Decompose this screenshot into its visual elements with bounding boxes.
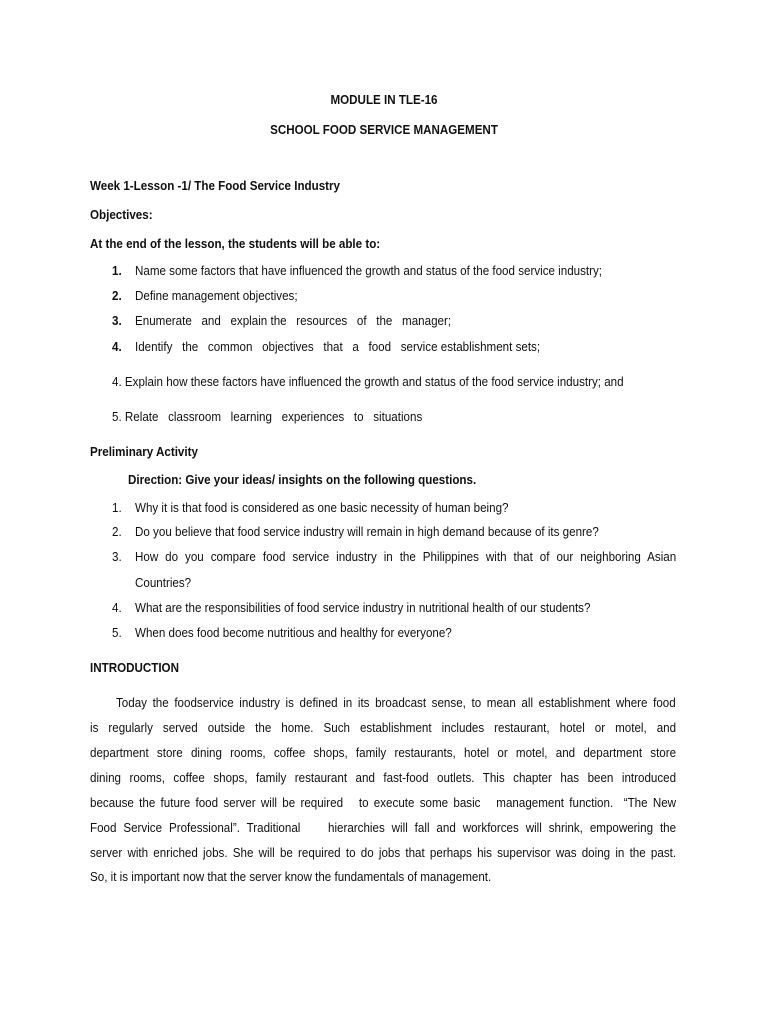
objective-extra: 4. Explain how these factors have influenced the growth and status of the food service industry; and [112, 374, 624, 389]
question-number: 1. [112, 500, 122, 515]
question-item-continued: Countries? [135, 575, 192, 590]
objective-item: Define management objectives; [135, 288, 298, 303]
preliminary-heading: Preliminary Activity [90, 444, 198, 459]
objective-item: Identify the common objectives that a food service establishment sets; [135, 339, 541, 354]
question-item: When does food become nutritious and healthy for everyone? [135, 625, 452, 640]
lesson-title: Week 1-Lesson -1/ The Food Service Industry [90, 178, 341, 193]
introduction-heading: INTRODUCTION [90, 660, 179, 675]
question-number: 3. [112, 549, 122, 564]
objective-number: 3. [112, 313, 122, 328]
objectives-heading: Objectives: [90, 207, 153, 222]
objective-item: Enumerate and explain the resources of the manager; [135, 313, 452, 328]
question-item: Why it is that food is considered as one basic necessity of human being? [135, 500, 509, 515]
introduction-line: So, it is important now that the server know the fundamentals of management. [90, 869, 492, 884]
question-number: 2. [112, 524, 122, 539]
introduction-line: dining rooms, coffee shops, family restaurant and fast-food outlets. This chapter has been introduced [90, 770, 677, 785]
question-item: Do you believe that food service industry will remain in high demand because of its genre? [135, 524, 599, 539]
introduction-line: server with enriched jobs. She will be required to do jobs that perhaps his supervisor was doing in the past. [90, 845, 677, 860]
introduction-line: Today the foodservice industry is defined in its broadcast sense, to mean all establishment where food [116, 695, 676, 710]
introduction-line: because the future food server will be required to execute some basic management function. “The New [90, 795, 677, 810]
introduction-line: is regularly served outside the home. Such establishment includes restaurant, hotel or motel, and [90, 720, 677, 735]
objective-extra: 5. Relate classroom learning experiences to situations [112, 409, 423, 424]
question-item: How do you compare food service industry in the Philippines with that of our neighboring Asian [135, 549, 677, 564]
course-title: SCHOOL FOOD SERVICE MANAGEMENT [270, 122, 498, 137]
module-title: MODULE IN TLE-16 [330, 92, 438, 107]
question-number: 5. [112, 625, 122, 640]
introduction-line: department store dining rooms, coffee shops, family restaurants, hotel or motel, and department store [90, 745, 677, 760]
objective-item: Name some factors that have influenced the growth and status of the food service industry; [135, 263, 603, 278]
objective-number: 4. [112, 339, 122, 354]
objective-number: 2. [112, 288, 122, 303]
objective-number: 1. [112, 263, 122, 278]
question-item: What are the responsibilities of food service industry in nutritional health of our students? [135, 600, 591, 615]
direction-text: Direction: Give your ideas/ insights on the following questions. [128, 472, 477, 487]
objectives-intro: At the end of the lesson, the students will be able to: [90, 236, 381, 251]
question-number: 4. [112, 600, 122, 615]
introduction-line: Food Service Professional”. Traditional hierarchies will fall and workforces will shrink, empowering the [90, 820, 677, 835]
